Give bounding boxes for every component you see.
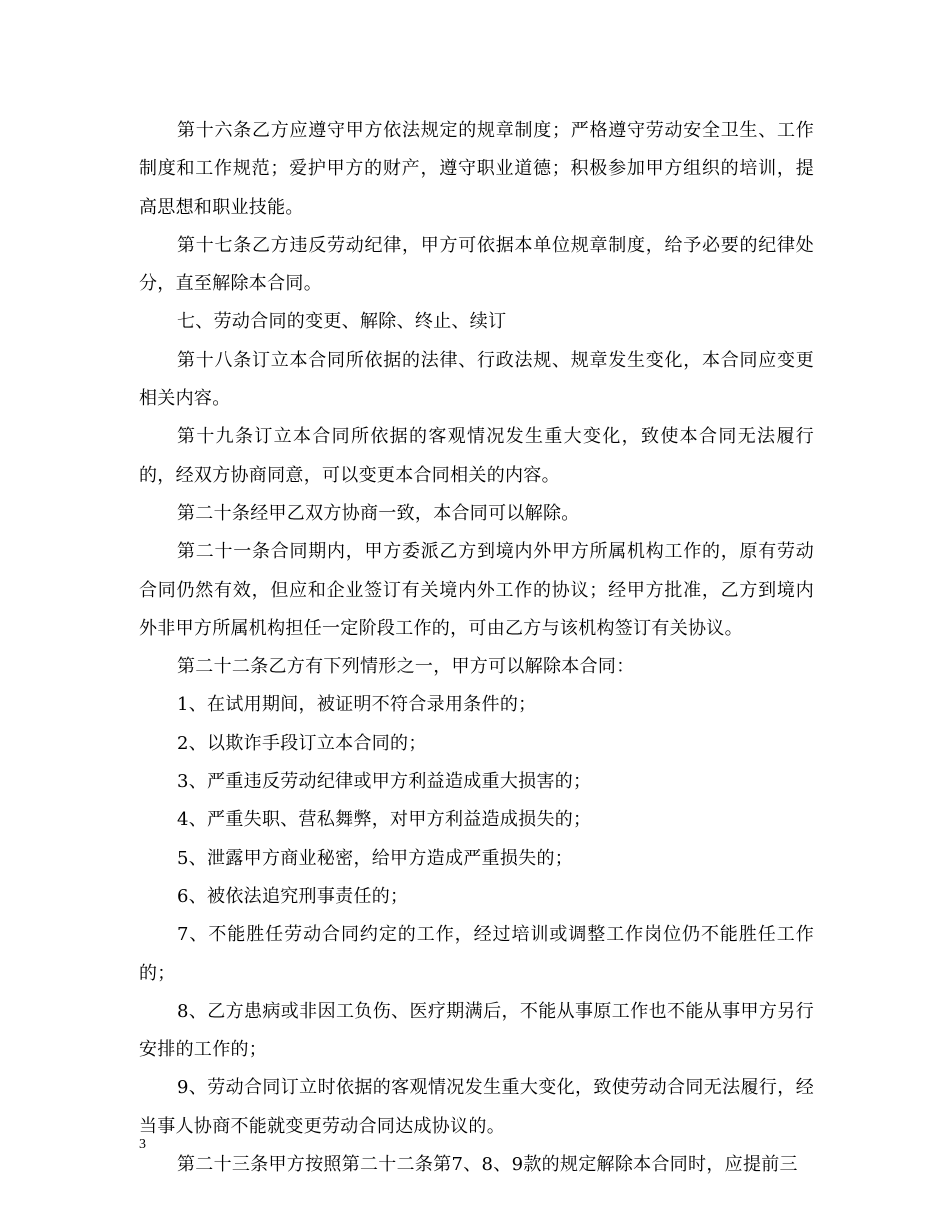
- paragraph-article-18: 第十八条订立本合同所依据的法律、行政法规、规章发生变化，本合同应变更相关内容。: [139, 349, 814, 410]
- list-item-9: 9、劳动合同订立时依据的客观情况发生重大变化，致使劳动合同无法履行，经当事人协商不能就变更劳动合同达成协议的。: [139, 1077, 814, 1137]
- paragraph-article-20: 第二十条经甲乙双方协商一致，本合同可以解除。: [177, 502, 580, 524]
- paragraph-article-22: 第二十二条乙方有下列情形之一，甲方可以解除本合同：: [177, 656, 635, 678]
- paragraph-article-21: 第二十一条合同期内，甲方委派乙方到境内外甲方所属机构工作的，原有劳动合同仍然有效，但应和企业签订有关境内外工作的协议；经甲方批准，乙方到境内外非甲方所属机构担任一定阶段工作的，可由乙方与该机构签订有关协议。: [139, 541, 814, 639]
- paragraph-article-16: 第十六条乙方应遵守甲方依法规定的规章制度；严格遵守劳动安全卫生、工作制度和工作规范；爱护甲方的财产，遵守职业道德；积极参加甲方组织的培训，提高思想和职业技能。: [139, 120, 814, 218]
- list-item-1: 1、在试用期间，被证明不符合录用条件的；: [177, 694, 537, 716]
- list-item-3: 3、严重违反劳动纪律或甲方利益造成重大损害的；: [177, 771, 592, 793]
- list-item-4: 4、严重失职、营私舞弊，对甲方利益造成损失的；: [177, 809, 592, 831]
- list-item-2: 2、以欺诈手段订立本合同的；: [177, 732, 427, 754]
- document-body: [139, 112, 814, 1184]
- list-item-5: 5、泄露甲方商业秘密，给甲方造成严重损失的；: [177, 847, 574, 869]
- list-item-6: 6、被依法追究刑事责任的；: [177, 885, 409, 907]
- list-item-8: 8、乙方患病或非因工负伤、医疗期满后，不能从事原工作也不能从事甲方另行安排的工作的；: [139, 1000, 814, 1061]
- paragraph-article-17: 第十七条乙方违反劳动纪律，甲方可依据本单位规章制度，给予必要的纪律处分，直至解除本合同。: [139, 234, 814, 295]
- paragraph-article-23: 第二十三条甲方按照第二十二条第7、8、9款的规定解除本合同时，应提前三: [177, 1154, 798, 1176]
- page-number: 3: [139, 1137, 146, 1152]
- section-heading-7: 七、劳动合同的变更、解除、终止、续订: [177, 311, 507, 333]
- list-item-7: 7、不能胜任劳动合同约定的工作，经过培训或调整工作岗位仍不能胜任工作的；: [139, 924, 814, 984]
- paragraph-article-19: 第十九条订立本合同所依据的客观情况发生重大变化，致使本合同无法履行的，经双方协商同意，可以变更本合同相关的内容。: [139, 426, 814, 486]
